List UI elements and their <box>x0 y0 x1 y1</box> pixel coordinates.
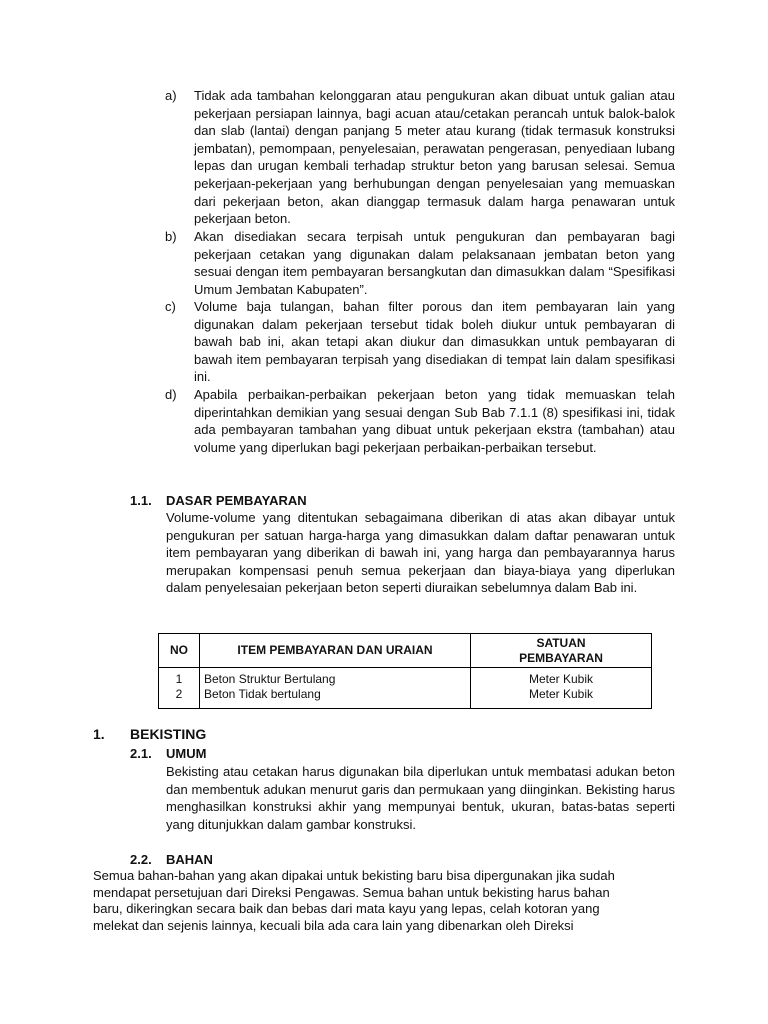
header-item: ITEM PEMBAYARAN DAN URAIAN <box>200 634 471 668</box>
table-header-row <box>159 634 652 668</box>
list-marker: b) <box>165 229 177 244</box>
row-number: 1 <box>175 672 183 686</box>
row-number: 2 <box>175 687 183 701</box>
payment-table <box>158 633 652 709</box>
section-body-2-2 <box>93 868 693 934</box>
cell-no <box>159 668 200 709</box>
row-item: Beton Tidak bertulang <box>204 687 321 701</box>
list-text: Akan disediakan secara terpisah untuk pengukuran dan pembayaran bagi pekerjaan cetakan yang digunakan dalam pelaksanaan jembatan beton yang sesuai dengan item pembayaran bersangkutan dan dimasukkan dalam “Spesifikasi Umum Jembatan Kabupaten”. <box>194 229 675 297</box>
section-title: BAHAN <box>166 852 213 867</box>
list-marker: c) <box>165 299 176 314</box>
header-unit-line2: PEMBAYARAN <box>519 650 603 665</box>
section-body-2-1: Bekisting atau cetakan harus digunakan bila diperlukan untuk membatasi adukan beton dan membentuk adukan menurut garis dan permukaan yang diinginkan. Bekisting harus menghasilkan konstruksi akhir yang mempunyai bentuk, ukuran, batas-batas seperti yang ditunjukkan dalam gambar konstruksi. <box>166 764 675 832</box>
body-line: baru, dikeringkan secara baik dan bebas dari mata kayu yang lepas, celah kotoran yang <box>93 901 600 916</box>
section-body-1-1: Volume-volume yang ditentukan sebagaimana diberikan di atas akan dibayar untuk pengukuran per satuan harga-harga yang dimasukkan dalam daftar penawaran untuk item pembayaran yang diberikan di bawah ini, yang harga dan pembayarannya harus merupakan kompensasi penuh semua pekerjaan dan biaya-biaya yang diperlukan dalam penyelesaian pekerjaan beton seperti diuraikan sebelumnya dalam Bab ini. <box>166 510 675 596</box>
header-unit <box>471 634 652 668</box>
section-title: DASAR PEMBAYARAN <box>166 493 307 508</box>
cell-unit <box>471 668 652 709</box>
list-item-b <box>165 228 675 298</box>
section-number: 1. <box>93 726 105 742</box>
list-text: Tidak ada tambahan kelonggaran atau pengukuran akan dibuat untuk galian atau pekerjaan persiapan lainnya, bagi acuan atau/cetakan perancah untuk balok-balok dan slab (lantai) dengan panjang 5 meter atau kurang (tidak termasuk konstruksi jembatan), pemompaan, penyelesaian, perawatan pengerasan, penyediaan lubang lepas dan urugan kembali terhadap struktur beton yang barusan selesai. Semua pekerjaan-pekerjaan yang berhubungan dengan penyelesaian yang memuaskan dari pekerjaan beton, akan dianggap termasuk dalam harga penawaran untuk pekerjaan beton. <box>194 88 675 227</box>
list-marker: a) <box>165 88 177 103</box>
list-item-c <box>165 298 675 386</box>
cell-item <box>200 668 471 709</box>
section-number: 2.2. <box>130 852 152 867</box>
row-unit: Meter Kubik <box>528 687 594 701</box>
body-line: Semua bahan-bahan yang akan dipakai untuk bekisting baru bisa dipergunakan jika sudah <box>93 868 615 883</box>
section-number: 1.1. <box>130 493 152 508</box>
section-title: UMUM <box>166 746 207 761</box>
section-heading-2-1 <box>130 745 206 762</box>
body-line: melekat dan sejenis lainnya, kecuali bila ada cara lain yang dibenarkan oleh Direksi <box>93 917 574 933</box>
row-item: Beton Struktur Bertulang <box>204 672 336 686</box>
body-line: mendapat persetujuan dari Direksi Pengawas. Semua bahan untuk bekisting harus bahan <box>93 884 610 900</box>
list-text: Apabila perbaikan-perbaikan pekerjaan beton yang tidak memuaskan telah diperintahkan demikian yang sesuai dengan Sub Bab 7.1.1 (8) spesifikasi ini, tidak ada pembayaran tambahan yang dibuat untuk pekerjaan ekstra (tambahan) atau volume yang diperlukan bagi pekerjaan perbaikan-perbaikan tersebut. <box>194 387 675 455</box>
row-unit: Meter Kubik <box>528 672 594 686</box>
list-item-a <box>165 87 675 228</box>
header-no: NO <box>159 634 200 668</box>
list-text: Volume baja tulangan, bahan filter porous dan item pembayaran lain yang digunakan dalam pekerjaan tersebut tidak boleh diukur untuk pembayaran di bawah bab ini, akan tetapi akan diukur dan dimasukkan untuk pembayaran di bawah item pembayaran terpisah yang disediakan di tempat lain dalam spesifikasi ini. <box>194 299 675 385</box>
section-heading-2-2 <box>130 851 213 868</box>
header-unit-line1: SATUAN <box>536 635 586 650</box>
list-item-d <box>165 386 675 456</box>
section-number: 2.1. <box>130 746 152 761</box>
list-marker: d) <box>165 387 177 402</box>
section-heading-1 <box>93 726 206 743</box>
table-row <box>159 668 652 709</box>
section-heading-1-1 <box>130 492 307 509</box>
section-title: BEKISTING <box>130 726 207 742</box>
